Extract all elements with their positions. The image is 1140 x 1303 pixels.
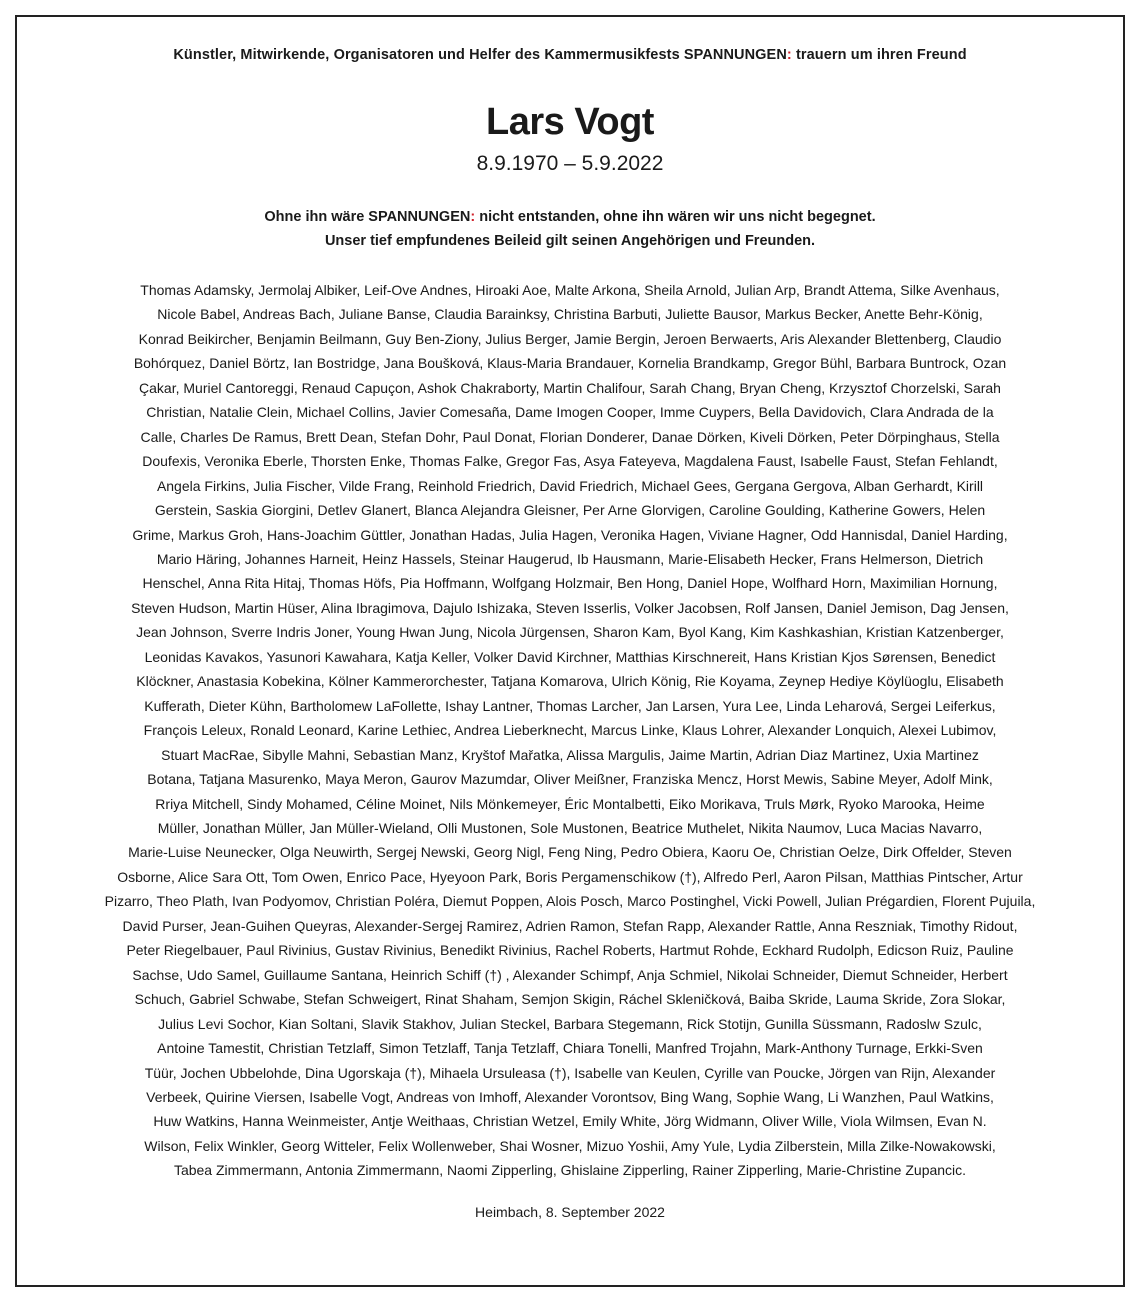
signatories-line: Nicole Babel, Andreas Bach, Juliane Banse, Claudia Barainksy, Christina Barbuti, Juliette Bausor, Markus Becker, Anette Behr-König, (157, 306, 983, 323)
signatories-line: Steven Hudson, Martin Hüser, Alina Ibragimova, Dajulo Ishizaka, Steven Isserlis, Volker Jacobsen, Rolf Jansen, Daniel Jemison, Dag Jensen, (131, 599, 1009, 616)
signatories-line: Antoine Tamestit, Christian Tetzlaff, Simon Tetzlaff, Tanja Tetzlaff, Chiara Tonelli, Manfred Trojahn, Mark-Anthony Turnage, Erkki-Sven (157, 1040, 983, 1057)
signatories-line: Rriya Mitchell, Sindy Mohamed, Céline Moinet, Nils Mönkemeyer, Éric Montalbetti, Eiko Morikava, Truls Mørk, Ryoko Marooka, Heime (155, 795, 985, 812)
signatories-line: Mario Häring, Johannes Harneit, Heinz Hassels, Steinar Haugerud, Ib Hausmann, Marie-Elisabeth Hecker, Frans Helmerson, Dietrich (156, 550, 984, 567)
message-line-1 (0, 205, 1140, 229)
signatories-line: Marie-Luise Neunecker, Olga Neuwirth, Sergej Newski, Georg Nigl, Feng Ning, Pedro Obiera, Kaoru Oe, Christian Oelze, Dirk Offelder, Steven (128, 844, 1012, 861)
signatories-line: Sachse, Udo Samel, Guillaume Santana, Heinrich Schiff (†) , Alexander Schimpf, Anja Schmiel, Nikolai Schneider, Diemut Schneider, Herbert (132, 966, 1008, 983)
life-dates: 8.9.1970 – 5.9.2022 (476, 152, 664, 175)
signatories-line: Jean Johnson, Sverre Indris Joner, Young Hwan Jung, Nicola Jürgensen, Sharon Kam, Byol Kang, Kim Kashkashian, Kristian Katzenberger, (136, 624, 1004, 641)
signatories-line: Schuch, Gabriel Schwabe, Stefan Schweigert, Rinat Shaham, Semjon Skigin, Ráchel Skleničková, Baiba Skride, Lauma Skride, Zora Slokar, (134, 991, 1006, 1008)
signatories-line: Tabea Zimmermann, Antonia Zimmermann, Naomi Zipperling, Ghislaine Zipperling, Rainer Zipperling, Marie-Christine Zupancic. (173, 1162, 967, 1179)
signatories-line: Pizarro, Theo Plath, Ivan Podyomov, Christian Poléra, Diemut Poppen, Alois Posch, Marco Postinghel, Vicki Powell, Julian Prégardien, Florent Pujuila, (104, 893, 1036, 910)
signatories-line: Stuart MacRae, Sibylle Mahni, Sebastian Manz, Kryštof Mařatka, Alissa Margulis, Jaime Martin, Adrian Diaz Martinez, Uxia Martinez (161, 746, 979, 763)
signatories-line: Grime, Markus Groh, Hans-Joachim Güttler, Jonathan Hadas, Julia Hagen, Veronika Hagen, Viviane Hagner, Odd Hannisdal, Daniel Harding, (132, 526, 1008, 543)
signatories-line: Henschel, Anna Rita Hitaj, Thomas Höfs, Pia Hoffmann, Wolfgang Holzmair, Ben Hong, Daniel Hope, Wolfhard Horn, Maximilian Hornung, (142, 575, 998, 592)
signatories-line: Bohórquez, Daniel Börtz, Ian Bostridge, Jana Boušková, Klaus-Maria Brandauer, Kornelia Brandkamp, Gregor Bühl, Barbara Buntrock, Ozan (133, 355, 1007, 372)
signatories-line: Botana, Tatjana Masurenko, Maya Meron, Gaurov Mazumdar, Oliver Meißner, Franziska Mencz, Horst Mewis, Sabine Meyer, Adolf Mink, (147, 771, 993, 788)
signatories-line: Christian, Natalie Clein, Michael Collins, Javier Comesaña, Dame Imogen Cooper, Imme Cuypers, Bella Davidovich, Clara Andrada de la (146, 404, 994, 421)
signatories-line: Konrad Beikircher, Benjamin Beilmann, Guy Ben-Ziony, Julius Berger, Jamie Bergin, Jeroen Berwaerts, Aris Alexander Blettenberg, Claudio (138, 330, 1002, 347)
signatories-line: Kufferath, Dieter Kühn, Bartholomew LaFollette, Ishay Lantner, Thomas Larcher, Jan Larsen, Yura Lee, Linda Leharová, Sergei Leiferkus, (144, 697, 996, 714)
signatories-line: Thomas Adamsky, Jermolaj Albiker, Leif-Ove Andnes, Hiroaki Aoe, Malte Arkona, Sheila Arnold, Julian Arp, Brandt Attema, Silke Avenhaus, (140, 282, 1000, 298)
signatories-line: Tüür, Jochen Ubbelohde, Dina Ugorskaja (†), Mihaela Ursuleasa (†), Isabelle van Keulen, Cyrille van Poucke, Jörgen van Rijn, Alexander (144, 1064, 996, 1081)
signatories-line: Calle, Charles De Ramus, Brett Dean, Stefan Dohr, Paul Donat, Florian Donderer, Danae Dörken, Kiveli Dörken, Peter Dörpinghaus, Stella (140, 428, 1000, 445)
message-line-1-colon: : (470, 209, 476, 225)
signatories-line: David Purser, Jean-Guihen Queyras, Alexander-Sergej Ramirez, Adrien Ramon, Stefan Rapp, Alexander Rattle, Anna Reszniak, Timothy Ridout, (122, 917, 1018, 934)
place-and-date: Heimbach, 8. September 2022 (475, 1204, 665, 1220)
message-line-1-prefix: Ohne ihn wäre SPANNUNGEN (264, 209, 471, 225)
signatories-line: Angela Firkins, Julia Fischer, Vilde Frang, Reinhold Friedrich, David Friedrich, Michael Gees, Gergana Gergova, Alban Gerhardt, Kirill (156, 477, 984, 494)
signatories-line: Verbeek, Quirine Viersen, Isabelle Vogt, Andreas von Imhoff, Alexander Vorontsov, Bing Wang, Sophie Wang, Li Wanzhen, Paul Watkins, (146, 1088, 994, 1105)
signatories-line: Huw Watkins, Hanna Weinmeister, Antje Weithaas, Christian Wetzel, Emily White, Jörg Widmann, Oliver Wille, Viola Wilmsen, Evan N. (153, 1113, 987, 1130)
signatories-line: Wilson, Felix Winkler, Georg Witteler, Felix Wollenweber, Shai Wosner, Mizuo Yoshii, Amy Yule, Lydia Zilberstein, Milla Zilke-Nowakowski, (144, 1137, 996, 1154)
signatories-line: Klöckner, Anastasia Kobekina, Kölner Kammerorchester, Tatjana Komarova, Ulrich König, Rie Koyama, Zeynep Hediye Köylüoglu, Elisabeth (136, 673, 1004, 690)
condolence-message (0, 205, 1140, 253)
message-line-2: Unser tief empfundenes Beileid gilt seinen Angehörigen und Freunden. (324, 233, 816, 249)
header-line (0, 47, 1140, 63)
deceased-name: Lars Vogt (486, 101, 654, 143)
header-colon: : (786, 47, 792, 63)
signatories-line: François Leleux, Ronald Leonard, Karine Lethiec, Andrea Lieberknecht, Marcus Linke, Klaus Lohrer, Alexander Lonquich, Alexei Lubimov, (143, 722, 997, 739)
signatories-line: Osborne, Alice Sara Ott, Tom Owen, Enrico Pace, Hyeyoon Park, Boris Pergamenschikow (†), Alfredo Perl, Aaron Pilsan, Matthias Pintscher, Artur (117, 868, 1023, 885)
signatories-line: Çakar, Muriel Cantoreggi, Renaud Capuçon, Ashok Chakraborty, Martin Chalifour, Sarah Chang, Bryan Cheng, Krzysztof Chorzelski, Sarah (139, 379, 1001, 396)
signatories-list (52, 278, 1088, 1183)
signatories-line: Doufexis, Veronika Eberle, Thorsten Enke, Thomas Falke, Gregor Fas, Asya Fateyeva, Magdalena Faust, Isabelle Faust, Stefan Fehlandt, (142, 453, 998, 470)
signatories-line: Julius Levi Sochor, Kian Soltani, Slavik Stakhov, Julian Steckel, Barbara Stegemann, Rick Stotijn, Gunilla Süssmann, Radoslw Szulc, (158, 1015, 982, 1032)
header-prefix: Künstler, Mitwirkende, Organisatoren und Helfer des Kammermusikfests SPANNUNGEN (173, 47, 787, 63)
signatories-line: Müller, Jonathan Müller, Jan Müller-Wieland, Olli Mustonen, Sole Mustonen, Beatrice Muthelet, Nikita Naumov, Luca Macias Navarro, (157, 819, 983, 836)
signatories-line: Leonidas Kavakos, Yasunori Kawahara, Katja Keller, Volker David Kirchner, Matthias Kirschnereit, Hans Kristian Kjos Sørensen, Benedict (144, 648, 996, 665)
message-line-1-suffix: nicht entstanden, ohne ihn wären wir uns nicht begegnet. (475, 209, 876, 225)
signatories-line: Gerstein, Saskia Giorgini, Detlev Glanert, Blanca Alejandra Gleisner, Per Arne Glorvigen, Caroline Goulding, Katherine Gowers, Helen (154, 502, 986, 519)
signatories-line: Peter Riegelbauer, Paul Rivinius, Gustav Rivinius, Benedikt Rivinius, Rachel Roberts, Hartmut Rohde, Eckhard Rudolph, Edicson Ruiz, Pauline (126, 942, 1014, 959)
header-suffix: trauern um ihren Freund (791, 47, 967, 63)
